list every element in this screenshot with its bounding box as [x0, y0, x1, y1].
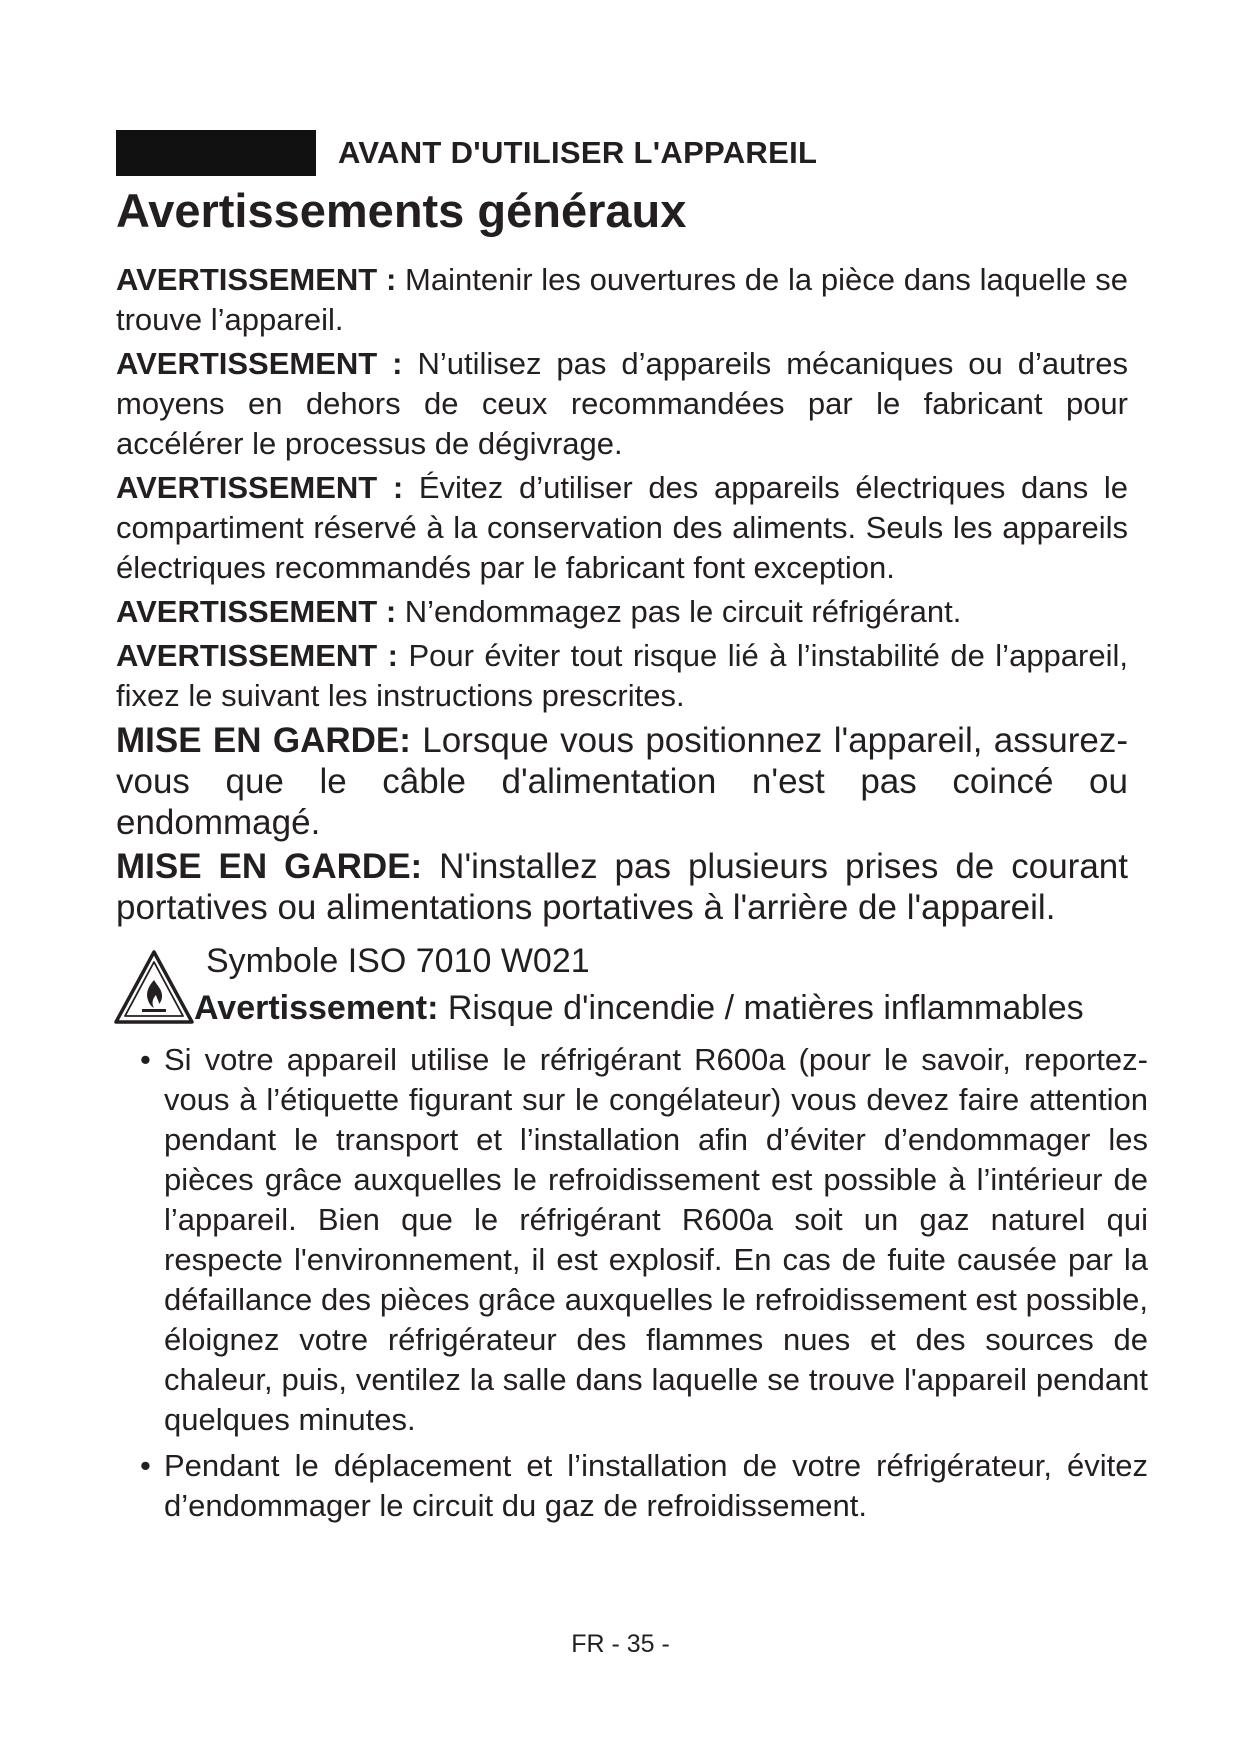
warning-text: Maintenir les ouvertures de la pièce dans laquelle se trouve l’appareil.: [116, 262, 1129, 337]
caution-paragraph: [116, 846, 1128, 928]
caution-label: MISE EN GARDE:: [116, 721, 411, 760]
warning-label: AVERTISSEMENT :: [116, 638, 399, 673]
bullet-list: [140, 1040, 1148, 1532]
warning-label: AVERTISSEMENT :: [116, 470, 404, 505]
caution-label: MISE EN GARDE:: [116, 847, 423, 886]
warning-paragraph: [116, 592, 1128, 632]
fire-warning-triangle-icon: [112, 948, 196, 1028]
bullet-dot: •: [140, 1042, 151, 1077]
caution-paragraph: [116, 720, 1128, 843]
warning-text: N’endommagez pas le circuit réfrigérant.: [396, 594, 962, 629]
warning-paragraph: [116, 344, 1128, 464]
warning-text: N’utilisez pas d’appareils mécaniques ou d’autres moyens en dehors de ceux recommandées par le fabricant pour accélérer le processus de dégivrage.: [116, 346, 1128, 461]
symbol-warning-text: Risque d'incendie / matières inflammables: [438, 989, 1084, 1027]
bullet-text: Pendant le déplacement et l’installation de votre réfrigérateur, évitez d’endommager le circuit du gaz de refroidissement.: [164, 1448, 1148, 1523]
symbol-caption: Symbole ISO 7010 W021: [206, 942, 590, 980]
warning-paragraph: [116, 260, 1128, 340]
page-title: Avertissements généraux: [116, 184, 687, 237]
section-header: [116, 130, 817, 176]
symbol-warning: [194, 986, 1084, 1030]
warning-label: AVERTISSEMENT :: [116, 594, 397, 629]
warning-text: Pour éviter tout risque lié à l’instabilité de l’appareil, fixez le suivant les instructions prescrites.: [116, 638, 1128, 713]
bullet-text: Si votre appareil utilise le réfrigérant R600a (pour le savoir, reportez-vous à l’étiquette figurant sur le congélateur) vous devez faire attention pendant le transport et l’installation afin d’éviter d’endommager les pièces grâce auxquelles le refroidissement est possible à l’intérieur de l’appareil. Bien que le réfrigérant R600a soit un gaz naturel qui respecte l'environnement, il est explosif. En cas de fuite causée par la défaillance des pièces grâce auxquelles le refroidissement est possible, éloignez votre réfrigérateur des flammes nues et des sources de chaleur, puis, ventilez la salle dans laquelle se trouve l'appareil pendant quelques minutes.: [164, 1042, 1148, 1437]
list-item: [140, 1446, 1148, 1526]
caution-text: N'installez pas plusieurs prises de courant portatives ou alimentations portatives à l'arrière de l'appareil.: [116, 847, 1128, 927]
caution-text: Lorsque vous positionnez l'appareil, assurez-vous que le câble d'alimentation n'est pas coincé ou endommagé.: [116, 721, 1128, 842]
warning-paragraph: [116, 636, 1128, 716]
section-title: AVANT D'UTILISER L'APPAREIL: [338, 135, 818, 170]
section-marker-bar: [116, 130, 316, 176]
bullet-dot: •: [140, 1448, 151, 1483]
iso-symbol-block: [112, 940, 1152, 1030]
warning-text: Évitez d’utiliser des appareils électriques dans le compartiment réservé à la conservation des aliments. Seuls les appareils électriques recommandés par le fabricant font exception.: [116, 470, 1128, 585]
page-number: FR - 35 -: [571, 1630, 670, 1658]
warning-paragraph: [116, 468, 1128, 588]
warnings-list: [116, 260, 1128, 931]
list-item: [140, 1040, 1148, 1440]
symbol-warning-label: Avertissement:: [194, 989, 439, 1027]
warning-label: AVERTISSEMENT :: [116, 262, 397, 297]
warning-label: AVERTISSEMENT :: [116, 346, 403, 381]
